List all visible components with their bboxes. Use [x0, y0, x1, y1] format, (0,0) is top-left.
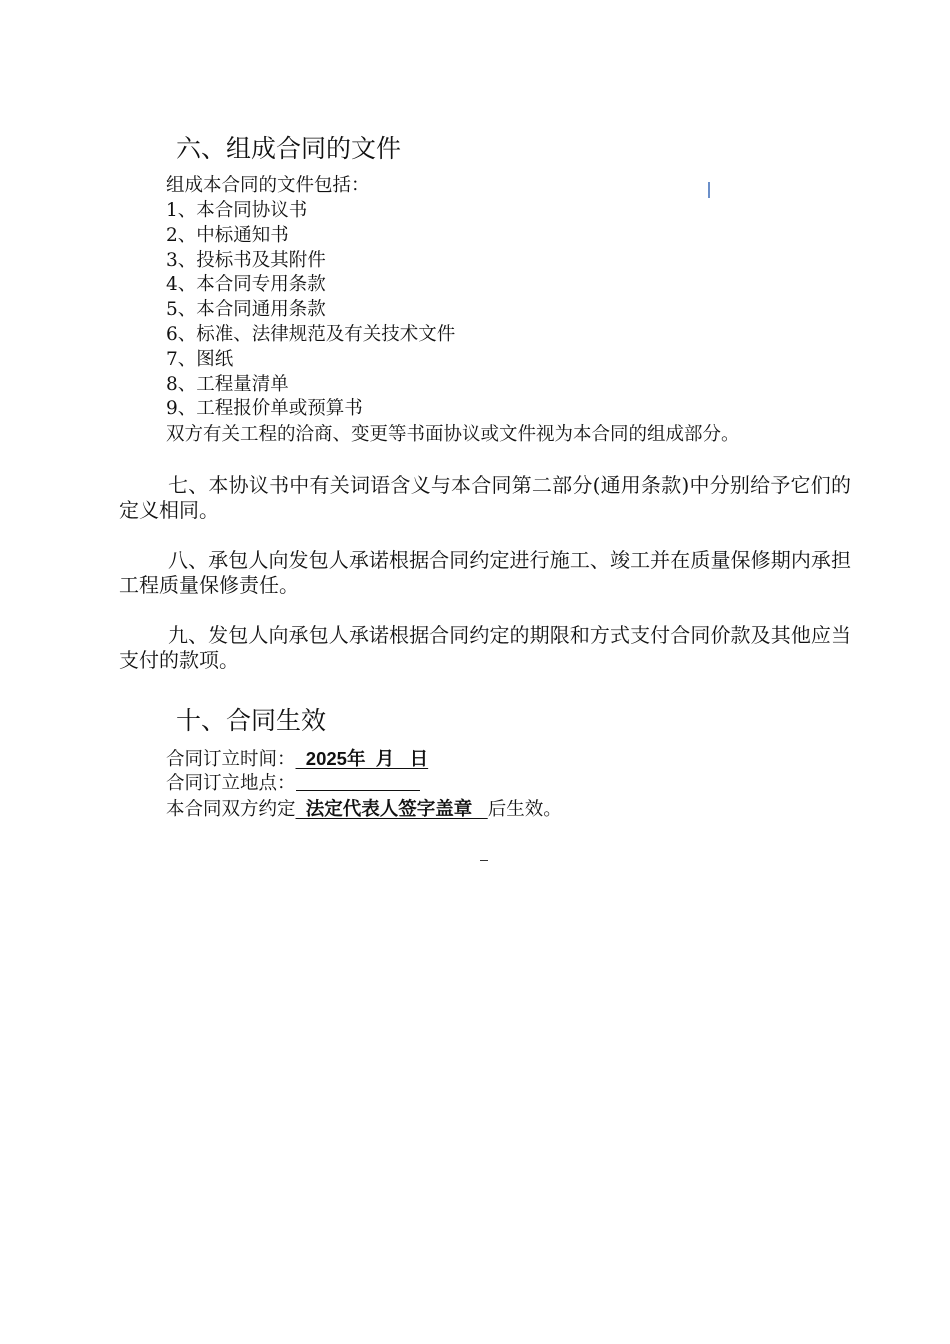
signing-place-line [166, 772, 420, 797]
section-7-paragraph: 七、本协议书中有关词语含义与本合同第二部分(通用条款)中分别给予它们的定义相同。 [119, 473, 851, 522]
signing-place-label: 合同订立地点： [166, 773, 296, 794]
list-item: 9、工程报价单或预算书 [166, 398, 363, 420]
list-item: 6、标准、法律规范及有关技术文件 [166, 323, 456, 345]
list-item: 1、本合同协议书 [166, 200, 308, 221]
effect-prefix: 本合同双方约定 [166, 799, 296, 820]
section-8-paragraph: 八、承包人向发包人承诺根据合同约定进行施工、竣工并在质量保修期内承担工程质量保修责任。 [119, 548, 851, 597]
effect-suffix: 后生效。 [487, 799, 562, 820]
signing-place-blank [296, 772, 420, 791]
signing-date-value: 2025年 月 日 [295, 748, 429, 769]
document-list [166, 199, 455, 422]
list-item: 4、本合同专用条款 [166, 274, 326, 296]
section-6-intro: 组成本合同的文件包括： [166, 175, 370, 196]
list-item: 8、工程量清单 [166, 373, 289, 395]
section-9-paragraph: 九、发包人向承包人承诺根据合同约定的期限和方式支付合同价款及其他应当支付的款项。 [119, 623, 851, 672]
section-6-closing: 双方有关工程的洽商、变更等书面协议或文件视为本合同的组成部分。 [166, 424, 740, 445]
list-item: 2、中标通知书 [166, 224, 289, 246]
section-10-heading: 十、合同生效 [176, 706, 327, 735]
list-item: 3、投标书及其附件 [166, 249, 326, 271]
section-6-heading: 六、组成合同的文件 [176, 134, 402, 163]
signing-date-label: 合同订立时间： [166, 749, 296, 770]
page-footer-mark [480, 860, 488, 861]
list-item: 7、图纸 [166, 348, 234, 370]
effect-condition: 法定代表人签字盖章 [295, 798, 488, 819]
list-item: 5、本合同通用条款 [166, 299, 326, 321]
effect-line [166, 797, 562, 823]
signing-date-line [166, 747, 428, 773]
text-cursor [708, 182, 710, 198]
